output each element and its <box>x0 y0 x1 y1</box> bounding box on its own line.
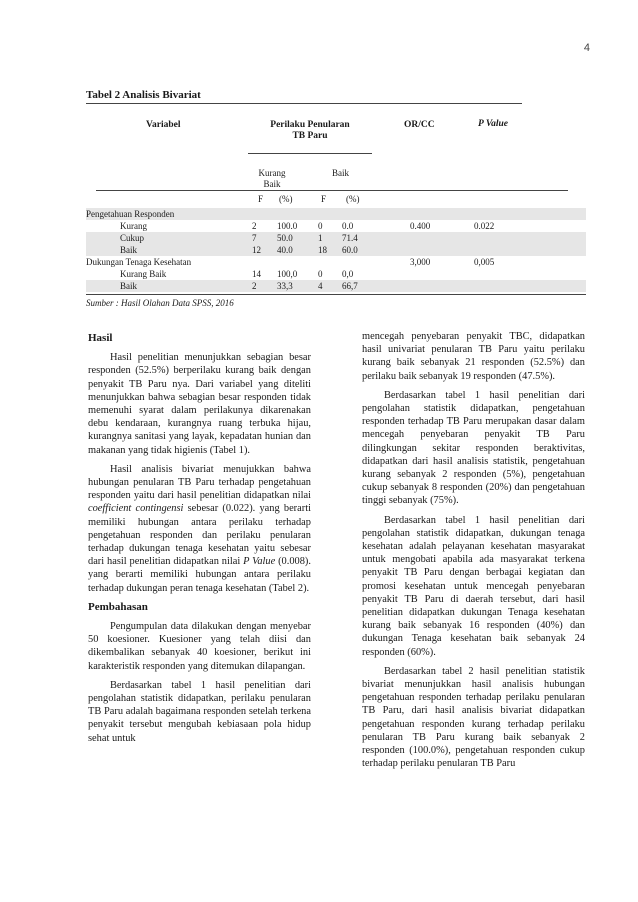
header-perilaku-line1: Perilaku Penularan <box>270 120 350 130</box>
table-bottom-rule <box>86 294 586 295</box>
table-top-rule <box>86 103 522 104</box>
table-title: Tabel 2 Analisis Bivariat <box>86 89 201 101</box>
cell-f2: 1 <box>318 233 323 243</box>
cell-p1: 100,0 <box>277 269 298 279</box>
row-label: Cukup <box>120 233 145 243</box>
text-run: sebesar (0.022). yang berarti memiliki hubungan antara perilaku terhadap pengetahuan responden dan perilaku penularan terhadap dukungan tenaga kesehatan yaitu sebesar dari hasil penelitian didapatkan nilai <box>88 503 311 568</box>
cell-p2: 0.0 <box>342 221 354 231</box>
paragraph: Hasil penelitian menunjukkan sebagian besar responden (52.5%) berperilaku kurang baik dengan penyakit TB Paru nya. Dari variabel yang diteliti menunjukkan bahwa sebagian besar responden tidak memenuhi syarat dalam perilakunya dikarenakan debu kendaraan, kurangnya ruang terbuka hijau, kurangnya sanitasi yang layak, kepadatan hunian dan makanan yang tidak higienis (Tabel 1). <box>88 352 311 456</box>
header-p-value: P Value <box>478 119 508 129</box>
paragraph: mencegah penyebaran penyakit TBC, didapatkan hasil univariat penularan TB Paru yaitu perilaku kurang baik sebanyak 21 responden (52.5%) dan perilaku baik sebanyak 19 responden (47.5%). <box>362 331 585 382</box>
header-f1: F <box>258 194 264 204</box>
header-baik: Baik <box>332 168 349 178</box>
text-run-italic: P Value <box>243 556 276 568</box>
cell-f2: 0 <box>318 221 323 231</box>
paragraph: Berdasarkan tabel 1 hasil penelitian dari pengolahan statistik didapatkan, pengetahuan responden terhadap TB Paru merupakan dasar dalam mencegah penyebaran penyakit TB Paru dilingkungan sekitar responden beraktivitas, didapatkan dari hasil analisis statistik, pengetahuan kurang sebanyak 2 responden (5%), pengetahuan cukup sebanyak 8 responden (20%) dan pengetahuan tinggi sebanyak (75%). <box>362 389 585 507</box>
cell-p-value: 0,005 <box>474 257 495 267</box>
cell-f1: 2 <box>252 281 257 291</box>
cell-f1: 12 <box>252 245 261 255</box>
header-kurang-line1: Kurang <box>258 168 286 178</box>
cell-p1: 50.0 <box>277 233 293 243</box>
header-perilaku <box>248 120 372 142</box>
row-label: Kurang <box>120 221 147 231</box>
paragraph: Berdasarkan tabel 1 hasil penelitian dari pengolahan statistik didapatkan, perilaku penularan TB Paru adalah bagaimana responden setelah terkena penyakit tersebut mengubah kebiasaan pola hidup sehat untuk <box>88 679 311 744</box>
header-pct1: (%) <box>279 194 293 204</box>
paragraph: Pengumpulan data dilakukan dengan menyebar 50 koesioner. Kuesioner yang telah diisi dan dikembalikan sebanyak 40 koesioner, berikut ini karakteristik responden yang ditemukan dilapangan. <box>88 621 311 672</box>
paragraph <box>88 463 311 595</box>
heading-pembahasan: Pembahasan <box>88 600 148 613</box>
text-run: Hasil analisis bivariat menujukkan bahwa hubungan penularan TB Paru terhadap pengetahuan responden yaitu dari hasil penelitian didapatkan nilai <box>88 463 311 502</box>
paragraph: Berdasarkan tabel 1 hasil penelitian dari pengolahan statistik didapatkan, dukungan tenaga kesehatan adalah pelayanan kesehatan masyarakat untuk mengobati apabila ada masyarakat terkena penyakit TB Paru dengan berbagai kegiatan dan promosi kesehatan untuk mencegah penyebaran penyakit TB Paru di daerah tersebut, dari hasil penelitian didapatkan dukungan Tenaga kesehatan kurang baik sebanyak 16 responden (40%) dan dukungan Tenaga kesehatan baik sebanyak 24 responden (60%). <box>362 514 585 658</box>
cell-p-value: 0.022 <box>474 221 495 231</box>
cell-p2: 66,7 <box>342 281 358 291</box>
row-shade <box>86 244 586 256</box>
right-column <box>362 330 585 777</box>
row-shade <box>86 232 586 244</box>
cell-p2: 0,0 <box>342 269 354 279</box>
cell-or: 0.400 <box>410 221 431 231</box>
cell-p1: 33,3 <box>277 281 293 291</box>
table-subheader-rule <box>248 153 372 154</box>
cell-f1: 7 <box>252 233 257 243</box>
text-run: (0.008). yang berarti memiliki hubungan antara perilaku terhadap dukungan peran tenaga kesehatan (Tabel 2). <box>88 556 311 594</box>
left-column <box>88 332 311 751</box>
row-label: Baik <box>120 245 137 255</box>
cell-p1: 100.0 <box>277 221 298 231</box>
cell-p2: 71.4 <box>342 233 358 243</box>
table-header-rule <box>96 190 568 191</box>
header-kurang-line2: Baik <box>263 179 281 189</box>
cell-f2: 4 <box>318 281 323 291</box>
header-or-ci: OR/CC <box>404 120 435 130</box>
cell-p1: 40.0 <box>277 245 293 255</box>
header-perilaku-line2: TB Paru <box>292 131 328 141</box>
page-number: 4 <box>583 42 590 54</box>
header-variabel: Variabel <box>146 120 181 130</box>
cell-p2: 60.0 <box>342 245 358 255</box>
cell-f1: 2 <box>252 221 257 231</box>
row-label: Kurang Baik <box>120 269 167 279</box>
header-kurang-baik <box>252 168 292 190</box>
group-label: Dukungan Tenaga Kesehatan <box>86 257 192 267</box>
cell-f1: 14 <box>252 269 261 279</box>
cell-f2: 18 <box>318 245 327 255</box>
text-run-italic: coefficient contingensi <box>88 503 184 515</box>
group-label: Pengetahuan Responden <box>86 209 175 219</box>
heading-hasil: Hasil <box>88 332 113 344</box>
header-f2: F <box>321 194 327 204</box>
paragraph: Berdasarkan tabel 2 hasil penelitian statistik bivariat menunjukkan hasil analisis hubungan pengetahuan responden terhadap perilaku penularan TB Paru, dari hasil analisis bivariat didapatkan pengetahuan responden kurang terhadap perilaku penularan TB Paru kurang baik sebanyak 2 responden (100.0%), pengetahuan responden cukup terhadap perilaku penularan TB Paru <box>362 665 585 770</box>
row-shade <box>86 280 586 292</box>
row-label: Baik <box>120 281 137 291</box>
cell-f2: 0 <box>318 269 323 279</box>
table-source-note: Sumber : Hasil Olahan Data SPSS, 2016 <box>86 298 234 308</box>
cell-or: 3,000 <box>410 257 431 267</box>
header-pct2: (%) <box>346 194 360 204</box>
